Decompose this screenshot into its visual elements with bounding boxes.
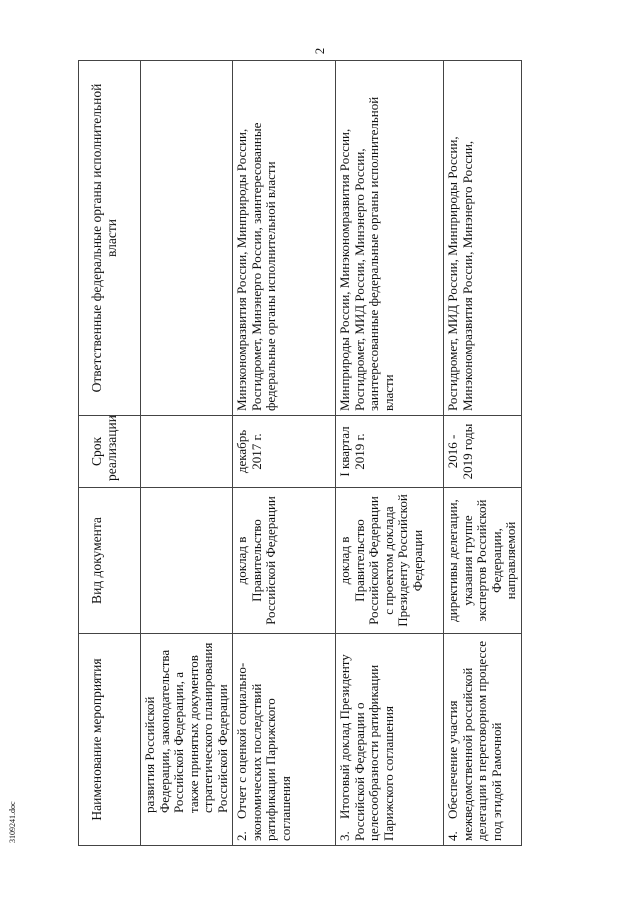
header-term: Срок реализации [79,416,141,488]
row-doc: доклад в Правительство Российской Федерации [233,488,336,634]
table-row [444,61,522,846]
header-name: Наименование мероприятия [79,634,141,846]
measures-table [78,60,522,846]
rotated-table-wrapper [78,61,519,846]
table-row [336,61,444,846]
row-doc [141,488,233,634]
row-doc: директивы делегации, указания группе экспертов Российской Федерации, направляемой [444,488,522,634]
header-doc: Вид документа [79,488,141,634]
row-name: развития Российской Федерации, законодательства Российской Федерации, а также принятых документов стратегического планирования Российской Федерации [142,642,230,813]
row-name-cell [141,634,233,846]
row-number: 3. [337,831,353,841]
row-number: 2. [234,831,250,841]
row-name: Итоговый доклад Президенту Российской Федерации о целесообразности ратификации Парижского соглашения [337,654,396,841]
row-name: Отчет с оценкой социально-экономических последствий ратификации Парижского соглашения [234,662,293,841]
row-term: I квартал 2019 г. [336,416,444,488]
table-row [233,61,336,846]
row-org: Росгидромет, МИД России, Минприроды России, Минэкономразвития России, Минэнерго России, [444,61,522,416]
table-header-row [79,61,141,846]
row-name-cell [336,634,444,846]
row-org: Минприроды России, Минэкономразвития России, Росгидромет, МИД России, Минэнерго России, заинтересованные федеральные органы исполнительной власти [336,61,444,416]
page-number: 2 [312,47,327,55]
row-org: Минэкономразвития России, Минприроды России, Росгидромет, Минэнерго России, заинтересованные федеральные органы исполнительной власти [233,61,336,416]
row-name-cell [444,634,522,846]
row-doc: доклад в Правительство Российской Федерации с проектом доклада Президенту Российской Федерации [336,488,444,634]
row-org [141,61,233,416]
row-number: 4. [445,831,461,841]
row-name: Обеспечение участия межведомственной российской делегации в переговорном процессе под эгидой Рамочной [445,641,504,841]
row-term: 2016 - 2019 годы [444,416,522,488]
row-term [141,416,233,488]
row-name-cell [233,634,336,846]
header-org: Ответственные федеральные органы исполнительной власти [79,61,141,416]
table-row [141,61,233,846]
document-code: 3109241.doc [8,801,17,843]
row-term: декабрь 2017 г. [233,416,336,488]
